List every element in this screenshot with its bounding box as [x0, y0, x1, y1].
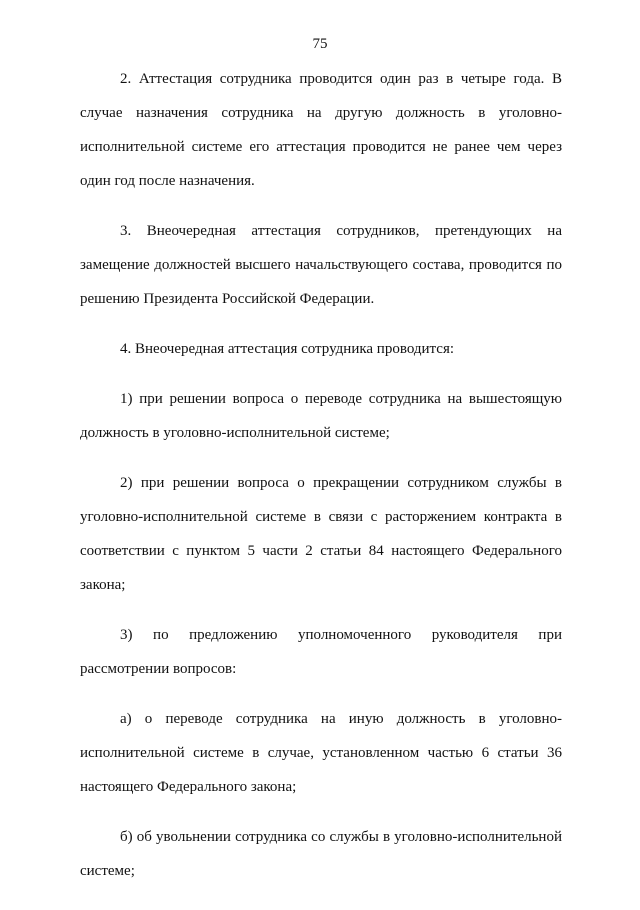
document-body [80, 68, 562, 910]
text-line: 2) при решении вопроса о прекращении сотрудником службы в [120, 475, 562, 491]
text-line: 3. Внеочередная аттестация сотрудников, претендующих на [120, 223, 562, 239]
paragraph-4 [80, 388, 562, 456]
text-line: замещение должностей высшего начальствующего состава, проводится по [80, 257, 562, 273]
text-line: 3) по предложению уполномоченного руководителя при [120, 627, 562, 643]
page-number: 75 [312, 36, 328, 52]
text-line: 4. Внеочередная аттестация сотрудника проводится: [120, 341, 455, 357]
paragraph-8 [80, 826, 562, 894]
text-line: б) об увольнении сотрудника со службы в уголовно-исполнительной [120, 829, 562, 845]
text-line: 1) при решении вопроса о переводе сотрудника на вышестоящую [120, 391, 562, 407]
text-line: должность в уголовно-исполнительной системе; [80, 425, 390, 441]
text-line: системе; [80, 863, 135, 879]
text-line: соответствии с пунктом 5 части 2 статьи 84 настоящего Федерального [80, 543, 562, 559]
text-line: решению Президента Российской Федерации. [80, 291, 375, 307]
text-line: а) о переводе сотрудника на иную должность в уголовно- [120, 711, 562, 727]
paragraph-1 [80, 68, 562, 204]
paragraph-3 [80, 338, 562, 372]
text-line: уголовно-исполнительной системе в связи с расторжением контракта в [80, 509, 562, 525]
text-line: случае назначения сотрудника на другую должность в уголовно- [80, 105, 562, 121]
paragraph-5 [80, 472, 562, 608]
paragraph-2 [80, 220, 562, 322]
text-line: рассмотрении вопросов: [80, 661, 237, 677]
paragraph-7 [80, 708, 562, 810]
text-line: настоящего Федерального закона; [80, 779, 297, 795]
text-line: один год после назначения. [80, 173, 255, 189]
text-line: исполнительной системе его аттестация проводится не ранее чем через [80, 139, 562, 155]
text-line: 2. Аттестация сотрудника проводится один раз в четыре года. В [120, 71, 562, 87]
paragraph-6 [80, 624, 562, 692]
text-line: закона; [80, 577, 126, 593]
text-line: исполнительной системе в случае, установленном частью 6 статьи 36 [80, 745, 562, 761]
